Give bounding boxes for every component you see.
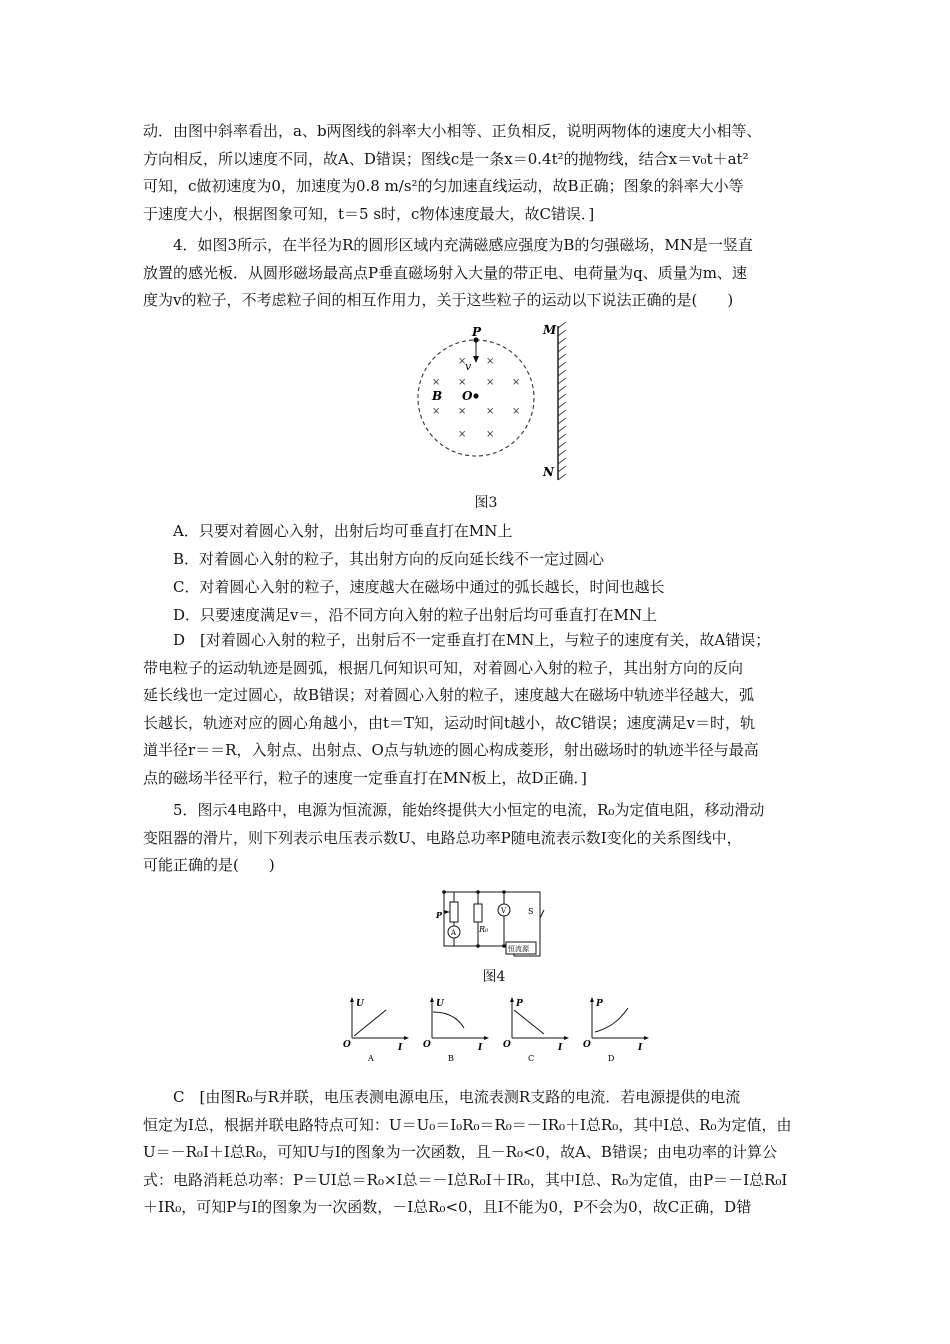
axis-label-y: P — [596, 999, 603, 1009]
q4-stem — [143, 232, 823, 315]
cross-mark: × — [512, 377, 521, 388]
q4-option-b: B．对着圆心入射的粒子，其出射方向的反向延长线不一定过圆心 — [173, 550, 605, 568]
text-line: 可知，c做初速度为0，加速度为0.8 m/s²的匀加速直线运动，故B正确；图象的斜率大小等 — [143, 177, 744, 196]
slider-arrow — [444, 910, 450, 914]
axis-label-x: I — [398, 1043, 403, 1053]
q4-option-c: C．对着圆心入射的粒子，速度越大在磁场中通过的弧长越长，时间也越长 — [173, 578, 665, 596]
graph-label-b: B — [448, 1054, 454, 1063]
text-line: 放置的感光板．从圆形磁场最高点P垂直磁场射入大量的带正电、电荷量为q、质量为m、速 — [143, 263, 747, 282]
origin-label: O — [343, 1040, 351, 1050]
resistor-r0-symbol — [474, 904, 482, 922]
text-line: 延长线也一定过圆心，故B错误；对着圆心入射的粒子，速度越大在磁场中轨迹半径越大，弧 — [143, 686, 755, 705]
graph-d-curve — [595, 1008, 628, 1032]
text-line: 长越长，轨迹对应的圆心角越小，由t＝T知，运动时间t越小，故C错误；速度满足v＝时，轨 — [143, 713, 756, 732]
q5-answer — [143, 1084, 823, 1222]
cross-mark: × — [458, 356, 467, 367]
label-current-source: 恒流源 — [508, 945, 529, 953]
velocity-arrowhead — [473, 356, 479, 363]
graph-label-c: C — [528, 1054, 535, 1063]
q4-answer — [143, 627, 823, 793]
figure-4-caption: 图4 — [482, 969, 506, 985]
switch-s-symbol — [540, 910, 544, 918]
graph-b — [423, 997, 489, 1063]
graph-label-d: D — [608, 1054, 615, 1063]
graph-c-curve — [514, 1010, 544, 1034]
graph-a — [343, 997, 409, 1063]
origin-label: O — [423, 1040, 431, 1050]
cross-mark: × — [432, 377, 441, 388]
text-line: U＝－R₀I＋I总R₀，可知U与I的图象为一次函数，且－R₀<0，故A、B错误；由电功率的计算公 — [143, 1143, 777, 1162]
text-line: 可能正确的是( ) — [143, 856, 275, 875]
graph-b-curve — [433, 1012, 464, 1028]
label-a: A — [451, 929, 457, 937]
text-line: 动．由图中斜率看出，a、b两图线的斜率大小相等、正负相反，说明两物体的速度大小相等、 — [143, 122, 762, 140]
cross-mark: × — [458, 377, 467, 388]
axis-label-x: I — [558, 1043, 563, 1053]
graph-c — [503, 997, 569, 1063]
text-line: ＋IR₀，可知P与I的图象为一次函数，－I总R₀<0，且I不能为0，P不会为0，故C正确，D错 — [143, 1198, 752, 1217]
text-line: 度为v的粒子，不考虑粒子间的相互作用力，关于这些粒子的运动以下说法正确的是( ) — [143, 291, 734, 310]
graph-a-curve — [354, 1010, 386, 1036]
text-line: 于速度大小，根据图象可知，t＝5 s时，c物体速度最大，故C错误．] — [143, 204, 595, 223]
text-line: 方向相反，所以速度不同，故A、D错误；图线c是一条x＝0.4t²的抛物线，结合x＝v₀t＋at² — [143, 149, 749, 168]
rheostat-symbol — [450, 902, 458, 922]
q4-option-a: A．只要对着圆心入射，出射后均可垂直打在MN上 — [173, 522, 513, 540]
figure-4-answer-graphs — [340, 994, 650, 1064]
q4-option-d: D．只要速度满足v＝，沿不同方向入射的粒子出射后均可垂直打在MN上 — [173, 606, 657, 624]
label-n: N — [543, 465, 554, 479]
text-line: 变阻器的滑片，则下列表示电压表示数U、电路总功率P随电流表示数I变化的关系图线中， — [143, 828, 742, 847]
cross-mark: × — [486, 406, 495, 417]
text-line: 式：电路消耗总功率：P＝UI总＝R₀×I总＝－I总R₀I＋IR₀，其中I总、R₀为定值，由P＝－I总R₀I — [143, 1170, 788, 1189]
text-line: 4．如图3所示，在半径为R的圆形区域内充满磁感应强度为B的匀强磁场，MN是一竖直 — [173, 236, 753, 254]
center-o-dot — [473, 393, 478, 398]
cross-mark: × — [486, 377, 495, 388]
axis-label-y: U — [356, 999, 364, 1009]
axis-label-y: P — [516, 999, 523, 1009]
label-p: P — [472, 325, 482, 339]
text-line: D [对着圆心入射的粒子，出射后不一定垂直打在MN上，与粒子的速度有关，故A错误； — [173, 631, 771, 649]
text-line: 道半径r＝＝R，入射点、出射点、O点与轨迹的圆心构成菱形，射出磁场时的轨迹半径与最高 — [143, 741, 759, 760]
figure-4-circuit-diagram — [432, 880, 552, 960]
axis-label-x: I — [638, 1043, 643, 1053]
cross-mark: × — [486, 429, 495, 440]
q5-stem — [143, 797, 823, 880]
label-s: S — [528, 907, 534, 916]
text-line: 5．图示4电路中，电源为恒流源，能始终提供大小恒定的电流，R₀为定值电阻，移动滑动 — [173, 801, 765, 819]
label-r0: R₀ — [479, 925, 489, 934]
figure-3-caption: 图3 — [474, 495, 498, 511]
label-v: v — [465, 360, 472, 373]
graph-d — [583, 997, 649, 1063]
label-m: M — [543, 323, 557, 337]
figure-3-magnetic-field-diagram — [410, 318, 580, 486]
text-line: 点的磁场半径平行，粒子的速度一定垂直打在MN板上，故D正确．] — [143, 768, 587, 787]
cross-mark: × — [432, 406, 441, 417]
label-v: V — [501, 907, 507, 915]
cross-mark: × — [458, 429, 467, 440]
text-line: C [由图R₀与R并联，电压表测电源电压，电流表测R支路的电流．若电源提供的电流 — [173, 1088, 741, 1106]
screen-hatching — [558, 322, 566, 480]
text-line: 带电粒子的运动轨迹是圆弧，根据几何知识可知，对着圆心入射的粒子，其出射方向的反向 — [143, 658, 744, 677]
cross-mark: × — [486, 356, 495, 367]
axis-label-y: U — [436, 999, 444, 1009]
q3-answer-continuation — [143, 118, 823, 228]
cross-mark: × — [512, 406, 521, 417]
origin-label: O — [503, 1040, 511, 1050]
label-b: B — [432, 389, 443, 403]
text-line: 恒定为I总，根据并联电路特点可知：U＝U₀＝I₀R₀＝R₀＝－IR₀＋I总R₀，其中I总、R₀为定值，由 — [143, 1115, 792, 1134]
label-o: O — [462, 389, 473, 403]
axis-label-x: I — [478, 1043, 483, 1053]
origin-label: O — [583, 1040, 591, 1050]
cross-mark: × — [458, 406, 467, 417]
label-p: P — [436, 910, 443, 920]
graph-label-a: A — [368, 1054, 374, 1063]
